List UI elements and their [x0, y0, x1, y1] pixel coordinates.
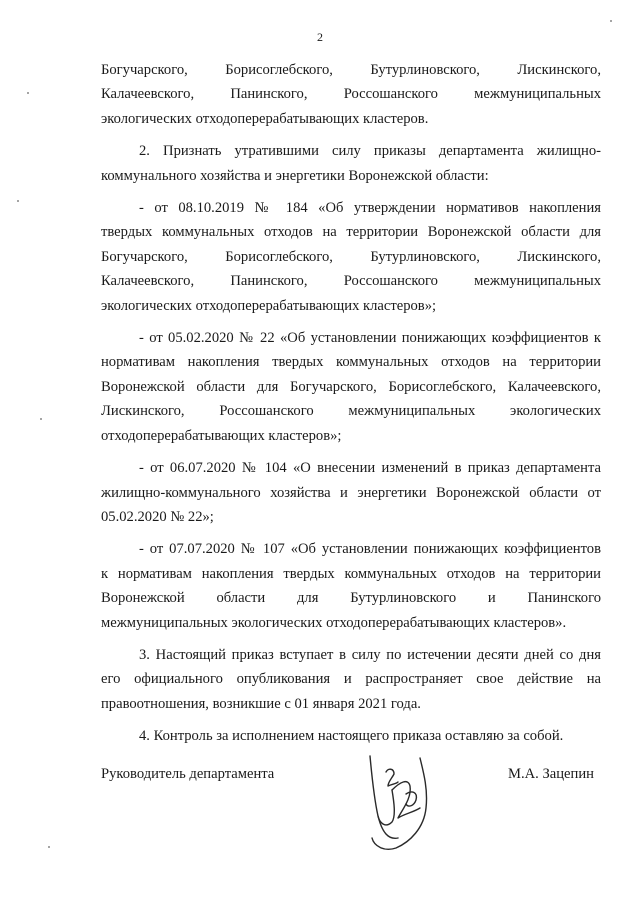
- text-line: межмуниципальных экологических отходоперерабатывающих кластеров».: [101, 614, 567, 631]
- text-line: 2. Признать утратившими силу приказы департамента жилищно-: [139, 143, 601, 160]
- text-line: коммунального хозяйства и энергетики Воронежской области:: [101, 167, 489, 184]
- text-line: Богучарского, Борисоглебского, Бутурлиновского, Лискинского,: [101, 248, 601, 265]
- text-line: Лискинского, Россошанского межмуниципальных экологических: [101, 403, 601, 420]
- scan-speck: [40, 418, 42, 420]
- text-line: правоотношения, возникшие с 01 января 2021 года.: [101, 695, 421, 712]
- signatory-name: М.А. Зацепин: [508, 766, 594, 782]
- text-line: его официального опубликования и распространяет свое действие на: [101, 671, 601, 688]
- handwritten-signature: [348, 738, 448, 858]
- text-line: нормативам накопления твердых коммунальных отходов на территории: [101, 354, 601, 371]
- text-line: экологических отходоперерабатывающих кластеров»;: [101, 297, 437, 314]
- scan-speck: [17, 200, 19, 202]
- text-line: - от 07.07.2020 № 107 «Об установлении понижающих коэффициентов: [139, 541, 601, 558]
- scan-speck: [48, 846, 50, 848]
- text-line: к нормативам накопления твердых коммунальных отходов на территории: [101, 565, 601, 582]
- page-number: 2: [317, 30, 323, 44]
- text-line: - от 08.10.2019 № 184 «Об утверждении нормативов накопления: [139, 200, 601, 217]
- text-line: 05.02.2020 № 22»;: [101, 508, 214, 525]
- text-line: 4. Контроль за исполнением настоящего приказа оставляю за собой.: [139, 728, 564, 745]
- scan-speck: [27, 92, 29, 94]
- text-line: жилищно-коммунального хозяйства и энергетики Воронежской области от: [101, 484, 601, 501]
- text-line: - от 06.07.2020 № 104 «О внесении изменений в приказ департамента: [139, 460, 601, 477]
- scan-speck: [610, 20, 612, 22]
- text-line: - от 05.02.2020 № 22 «Об установлении понижающих коэффициентов к: [139, 330, 601, 347]
- text-line: Воронежской области для Бутурлиновского и Панинского: [101, 590, 601, 607]
- text-line: экологических отходоперерабатывающих кластеров.: [101, 110, 429, 127]
- text-line: 3. Настоящий приказ вступает в силу по истечении десяти дней со дня: [139, 646, 601, 663]
- signatory-title: Руководитель департамента: [101, 766, 275, 782]
- text-line: Калачеевского, Панинского, Россошанского межмуниципальных: [101, 86, 601, 103]
- text-line: Богучарского, Борисоглебского, Бутурлиновского, Лискинского,: [101, 62, 601, 78]
- text-line: Воронежской области для Богучарского, Борисоглебского, Калачеевского,: [101, 378, 601, 395]
- text-line: отходоперерабатывающих кластеров»;: [101, 427, 342, 444]
- document-body: [101, 58, 601, 749]
- text-line: твердых коммунальных отходов на территории Воронежской области для: [101, 224, 601, 241]
- text-line: Калачеевского, Панинского, Россошанского межмуниципальных: [101, 273, 601, 290]
